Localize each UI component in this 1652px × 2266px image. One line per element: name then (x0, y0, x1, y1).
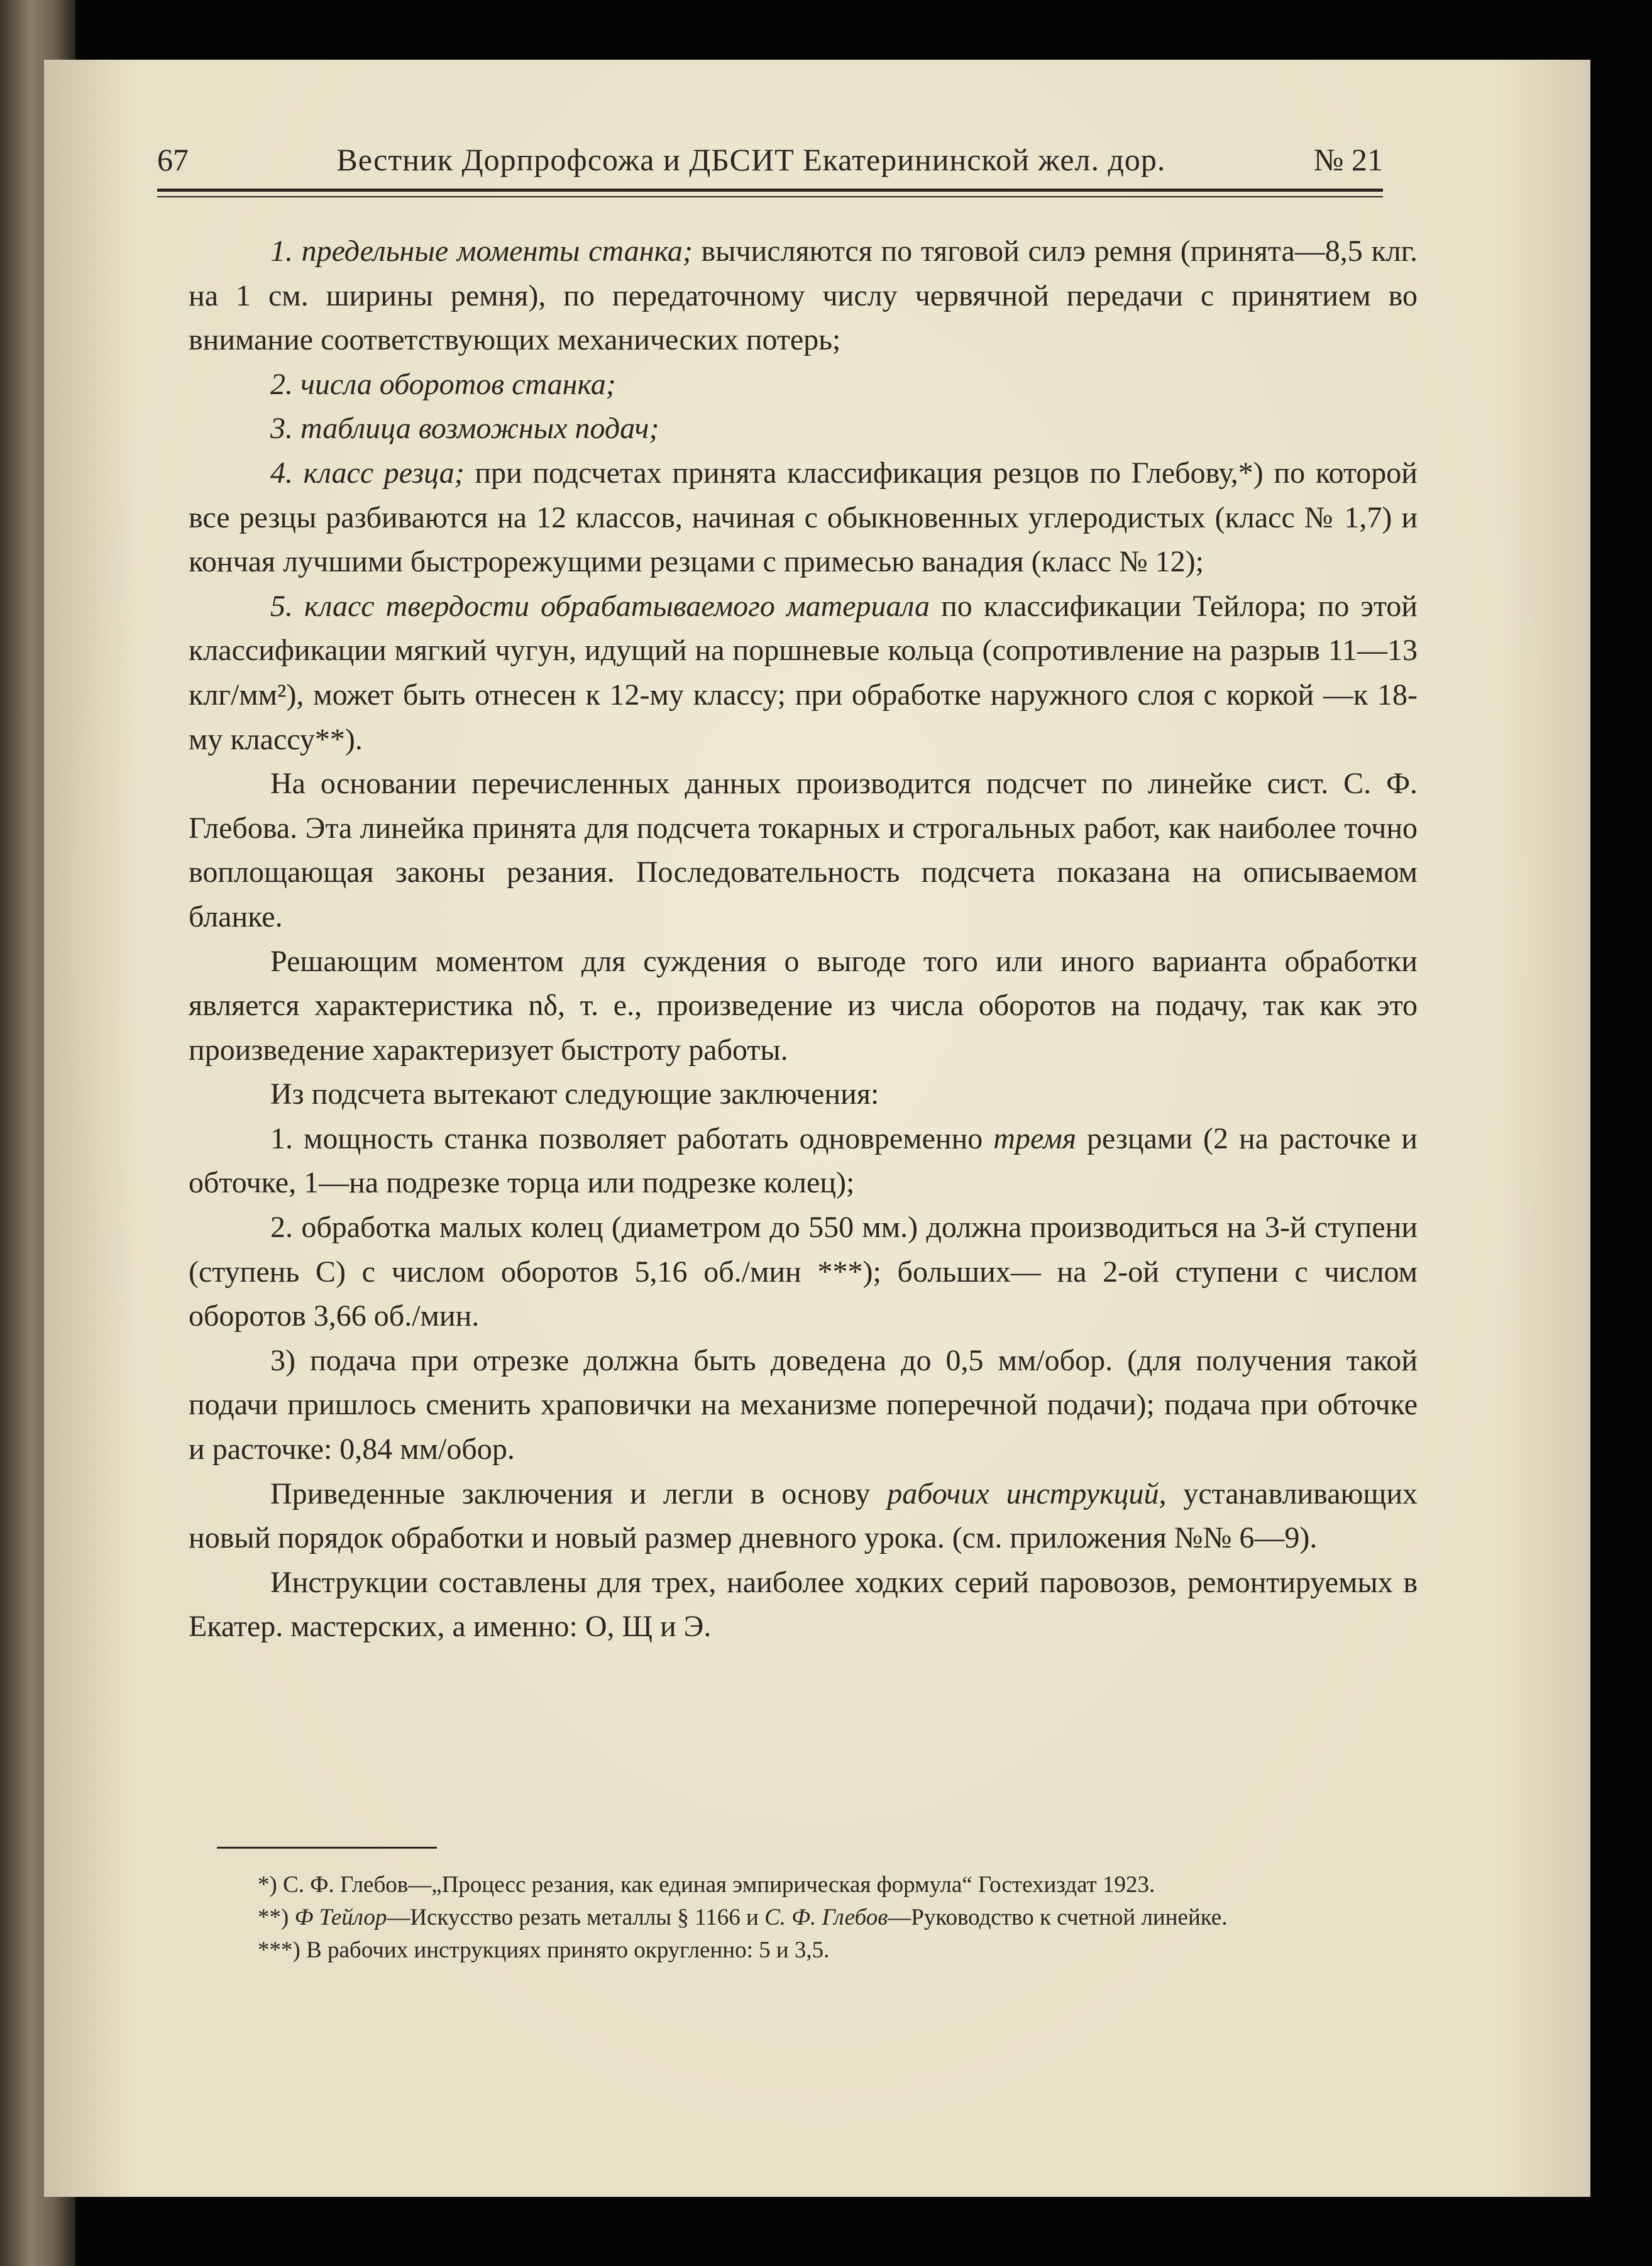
text-run: резцами (2 на расточке и обточке, 1—на подрезке торца или подрезке колец); (189, 1121, 1418, 1200)
paragraph: Инструкции составлены для трех, наиболее ходких серий паровозов, ремонтируемых в Екатер. мастерских, а именно: О, Щ и Э. (189, 1565, 1418, 1644)
conclusion-item (189, 1117, 1418, 1206)
emphasis: тремя (993, 1121, 1077, 1155)
footnote-rule (217, 1847, 437, 1849)
text-run: —Искусство резать металлы § 1166 и (387, 1905, 765, 1930)
conclusion-item: 3) подача при отрезке должна быть доведена до 0,5 мм/обор. (для получения такой подачи пришлось сменить храповички на механизме поперечной подачи); подача при обточке и расточке: 0,84 мм/обор. (189, 1343, 1418, 1466)
main-text (189, 229, 1418, 1649)
list-item (189, 451, 1418, 585)
item-lead: 3. таблица возможных подач; (270, 412, 659, 446)
page-number: 67 (157, 142, 189, 177)
item-lead: 4. класс резца; (270, 456, 465, 490)
list-item (189, 585, 1418, 762)
emphasis: Ф Тейлор (294, 1905, 387, 1930)
emphasis: С. Ф. Глебов (764, 1905, 888, 1930)
paragraph: Из подсчета вытекают следующие заключения: (270, 1077, 879, 1111)
footnote-3: ***) В рабочих инструкциях принято округленно: 5 и 3,5. (258, 1937, 830, 1963)
text-run: **) (258, 1905, 295, 1930)
issue-number: № 21 (1313, 142, 1383, 177)
paragraph (189, 1472, 1418, 1561)
list-item (189, 363, 1418, 407)
item-text: при подсчетах принята классификация резцов по Глебову,*) по которой все резцы разбиваются на 12 классов, начиная с обыкновенных углеродистых (класс № 1,7) и кончая лучшими быстрорежущими резцами с примесью ванадия (класс № 12); (189, 456, 1418, 579)
header-rule-thin (157, 196, 1383, 197)
text-run: 1. мощность станка позволяет работать одновременно (270, 1121, 994, 1155)
header-rule (157, 189, 1383, 192)
item-text: по классификации Тейлора; по этой классификации мягкий чугун, идущий на поршневые кольца (сопротивление на разрыв 11—13 клг/мм²), может быть отнесен к 12-му классу; при обработке наружного слоя с коркой —к 18-му классу**). (189, 589, 1418, 756)
item-lead: 2. числа оборотов станка; (270, 367, 616, 401)
footnotes (207, 1870, 1411, 1968)
running-header (157, 141, 1383, 178)
item-lead: 1. предельные моменты станка; (270, 234, 693, 268)
footnote-2 (207, 1903, 1411, 1933)
paragraph: На основании перечисленных данных производится подсчет по линейке сист. С. Ф. Глебова. Эта линейка принята для подсчета токарных и строгальных работ, как наиболее точно воплощающая законы резания. Последовательность подсчета показана на описываемом бланке. (189, 767, 1418, 933)
footnote-1: *) С. Ф. Глебов—„Процесс резания, как единая эмпирическая формула“ Гостехиздат 1923. (258, 1872, 1155, 1898)
list-item (189, 407, 1418, 451)
text-run: устанавливающих новый порядок обработки и новый размер дневного урока. (см. приложения №№ 6—9). (189, 1477, 1418, 1555)
text-run: —Руководство к счетной линейке. (888, 1905, 1228, 1930)
item-lead: 5. класс твердости обрабатываемого материала (270, 589, 930, 623)
list-item (189, 229, 1418, 363)
text-run: Приведенные заключения и легли в основу (270, 1477, 888, 1510)
journal-title: Вестник Дорпрофсожа и ДБСИТ Екатерининской жел. дор. (336, 142, 1166, 177)
emphasis: рабочих инструкций, (887, 1477, 1167, 1510)
item-text: вычисляются по тяговой силэ ремня (принята—8,5 клг. на 1 см. ширины ремня), по передаточному числу червячной передачи с принятием во внимание соответствующих механических потерь; (189, 234, 1418, 357)
paragraph: Решающим моментом для суждения о выгоде того или иного варианта обработки является характеристика nδ, т. е., произведение из числа оборотов на подачу, так как это произведение характеризует быстроту работы. (189, 944, 1418, 1067)
conclusion-item: 2. обработка малых колец (диаметром до 550 мм.) должна производиться на 3-й ступени (ступень С) с числом оборотов 5,16 об./мин ***); больших— на 2-ой ступени с числом оборотов 3,66 об./мин. (189, 1211, 1418, 1333)
